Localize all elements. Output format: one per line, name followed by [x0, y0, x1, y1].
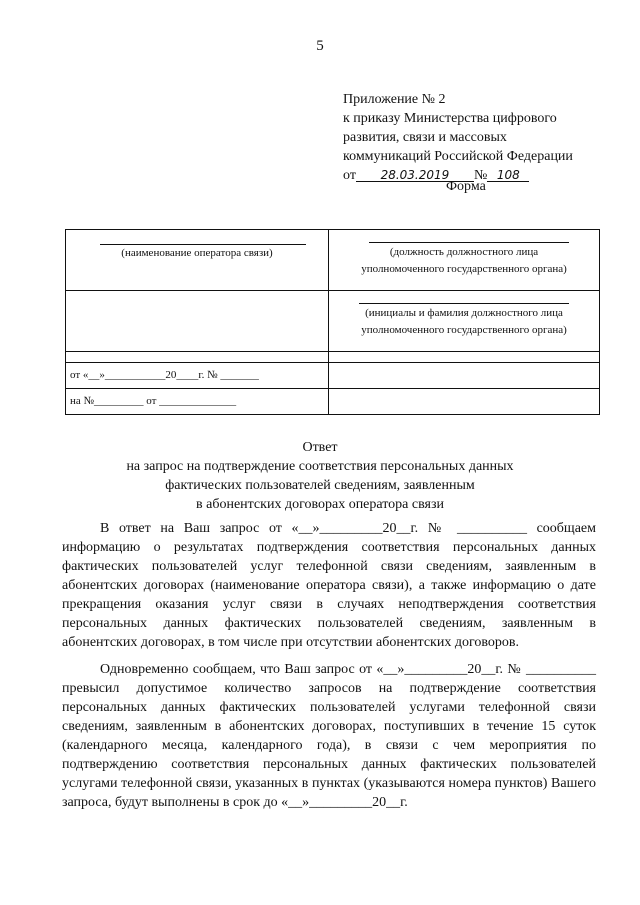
from-label: от	[343, 168, 356, 183]
date-row-cell	[66, 363, 329, 389]
title-heading: Ответ	[302, 440, 338, 455]
position-caption-org: уполномоченного государственного органа)	[361, 263, 567, 275]
appendix-title: Приложение № 2	[343, 92, 446, 107]
document-title	[0, 438, 640, 514]
order-date: 28.03.2019	[356, 166, 474, 182]
title-subline-2: фактических пользователей сведениям, заявленным	[165, 478, 475, 493]
position-cell	[329, 230, 600, 291]
paragraph-2-text: Одновременно сообщаем, что Ваш запрос от «__»_________20__г. № __________ превысил допустимое количество запросов на подтверждение соответствия персональных данных фактических пользователей услугами телефонной связи сведениям, заявленным в абонентских договорах, поступивших в течение 15 суток (календарного месяца, календарного года), в связи с чем мероприятия по подтверждению соответствия персональных данных фактических пользователей услугами телефонной связи, указанных в пунктах (указываются номера пунктов) Вашего запроса, будут выполнены в срок до «__»_________20__г.	[62, 662, 596, 810]
title-subline-1: на запрос на подтверждение соответствия персональных данных	[126, 459, 514, 474]
initials-cell	[329, 291, 600, 352]
operator-cell	[66, 230, 329, 291]
paragraph-1-text: В ответ на Ваш запрос от «__»_________20__г. № __________ сообщаем информацию о результатах подтверждения соответствия персональных данных фактических пользователей услуг телефонной связи сведениям, заявленным в абонентских договорах (наименование оператора связи), а также информацию о дате прекращения оказания услуг связи в случаях неподтверждения соответствия персональных данных фактических пользователей сведениям, заявленным в абонентских договорах, в том числе при отсутствии абонентских договоров.	[62, 521, 596, 650]
blank-cell	[66, 291, 329, 352]
form-table	[65, 229, 600, 415]
initials-caption: (инициалы и фамилия должностного лица	[365, 307, 563, 319]
position-caption: (должность должностного лица	[389, 246, 539, 258]
operator-caption: (наименование оператора связи)	[121, 247, 273, 259]
appendix-header	[343, 90, 633, 185]
title-subline-3: в абонентских договорах оператора связи	[196, 497, 444, 512]
appendix-ministry-line: развития, связи и массовых	[343, 130, 507, 145]
ref-row-text: на №_________ от ______________	[70, 395, 237, 407]
date-row-text: от «__»___________20____г. № _______	[70, 369, 259, 381]
appendix-date-line	[343, 166, 633, 185]
ref-row-cell	[66, 389, 329, 415]
body-paragraph-1	[62, 519, 596, 652]
appendix-order-line: к приказу Министерства цифрового	[343, 111, 557, 126]
page-number: 5	[316, 38, 324, 54]
number-label: №	[473, 168, 488, 183]
initials-caption-org: уполномоченного государственного органа)	[361, 324, 567, 336]
appendix-federation-line: коммуникаций Российской Федерации	[343, 149, 573, 164]
body-paragraph-2	[62, 660, 596, 812]
order-number: 108	[487, 166, 529, 182]
form-label: Форма	[446, 179, 486, 194]
